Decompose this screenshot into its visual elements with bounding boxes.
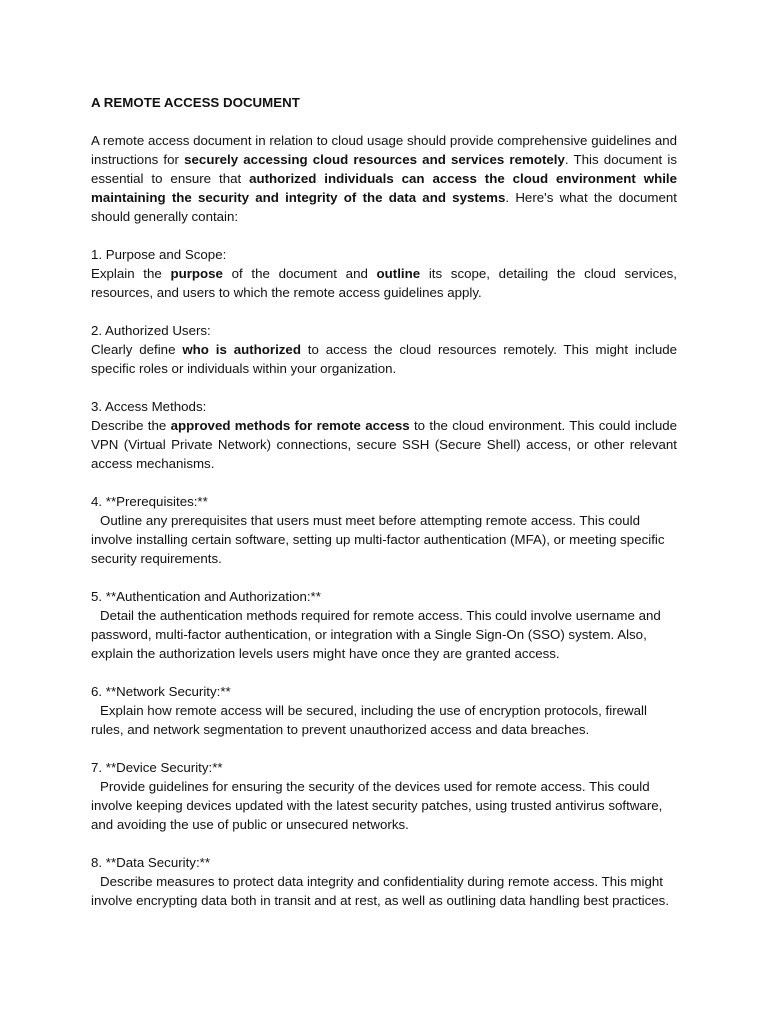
intro-bold-1: securely accessing cloud resources and services remotely: [184, 152, 565, 167]
s3-bold-1: approved methods for remote access: [170, 418, 410, 433]
section-heading: 8. **Data Security:**: [91, 855, 210, 870]
intro-paragraph: [91, 131, 677, 226]
section-authorized-users: [91, 321, 677, 378]
section-authentication-authorization: [91, 587, 677, 663]
s3-text-2: to the cloud environment. This could include VPN (Virtual Private Network) connections, secure SSH (Secure Shell) access, or other relevant access mechanisms.: [91, 418, 678, 471]
s5-body-text: Detail the authentication methods required for remote access. This could involve username and password, multi-factor authentication, or integration with a Single Sign-On (SSO) system. Also, explain the authorization levels users might have once they are granted access.: [91, 608, 661, 661]
s2-bold-1: who is authorized: [182, 342, 301, 357]
section-heading: 7. **Device Security:**: [91, 760, 223, 775]
document-title: A REMOTE ACCESS DOCUMENT: [91, 95, 300, 110]
section-heading: 1. Purpose and Scope:: [91, 247, 227, 262]
intro-text-1: A remote access document in relation to cloud usage should provide comprehensive guidelines and instructions for: [91, 133, 677, 167]
s2-text-1: Clearly define: [91, 342, 183, 357]
s1-bold-2: outline: [376, 266, 421, 281]
section-network-security: [91, 682, 677, 739]
section-data-security: [91, 853, 677, 910]
document-page: [91, 93, 677, 929]
section-heading: 6. **Network Security:**: [91, 684, 231, 699]
s2-text-2: to access the cloud resources remotely. This might include specific roles or individuals within your organization.: [91, 342, 678, 376]
s1-bold-1: purpose: [170, 266, 223, 281]
section-heading: 4. **Prerequisites:**: [91, 494, 208, 509]
s8-body-text: Describe measures to protect data integrity and confidentiality during remote access. This might involve encrypting data both in transit and at rest, as well as outlining data handling best practices.: [91, 874, 670, 908]
s1-text-2: of the document and: [222, 266, 377, 281]
section-prerequisites: [91, 492, 677, 568]
section-body: [91, 606, 677, 663]
section-device-security: [91, 758, 677, 834]
s7-body-text: Provide guidelines for ensuring the security of the devices used for remote access. This could involve keeping devices updated with the latest security patches, using trusted antivirus software, and avoiding the use of public or unsecured networks.: [91, 779, 663, 832]
section-body: [91, 872, 677, 910]
s4-body-text: Outline any prerequisites that users must meet before attempting remote access. This could involve installing certain software, setting up multi-factor authentication (MFA), or meeting specific security requirements.: [91, 513, 665, 566]
s3-text-1: Describe the: [91, 418, 171, 433]
section-heading: 2. Authorized Users:: [91, 323, 211, 338]
intro-text-2: . This document is essential to ensure that: [91, 152, 677, 186]
s1-text-1: Explain the: [91, 266, 171, 281]
section-body: [91, 777, 677, 834]
s1-text-3: its scope, detailing the cloud services, resources, and users to which the remote access guidelines apply.: [91, 266, 678, 300]
section-heading: 5. **Authentication and Authorization:**: [91, 589, 321, 604]
section-body: [91, 416, 677, 473]
section-heading: 3. Access Methods:: [91, 399, 207, 414]
intro-bold-2: authorized individuals can access the cloud environment while maintaining the security and integrity of the data and systems: [91, 171, 677, 205]
s6-body-text: Explain how remote access will be secured, including the use of encryption protocols, firewall rules, and network segmentation to prevent unauthorized access and data breaches.: [91, 703, 647, 737]
intro-text-3: . Here's what the document should generally contain:: [91, 190, 677, 224]
section-body: [91, 511, 677, 568]
section-purpose-scope: [91, 245, 677, 302]
section-body: [91, 701, 677, 739]
section-access-methods: [91, 397, 677, 473]
section-body: [91, 340, 677, 378]
section-body: [91, 264, 677, 302]
